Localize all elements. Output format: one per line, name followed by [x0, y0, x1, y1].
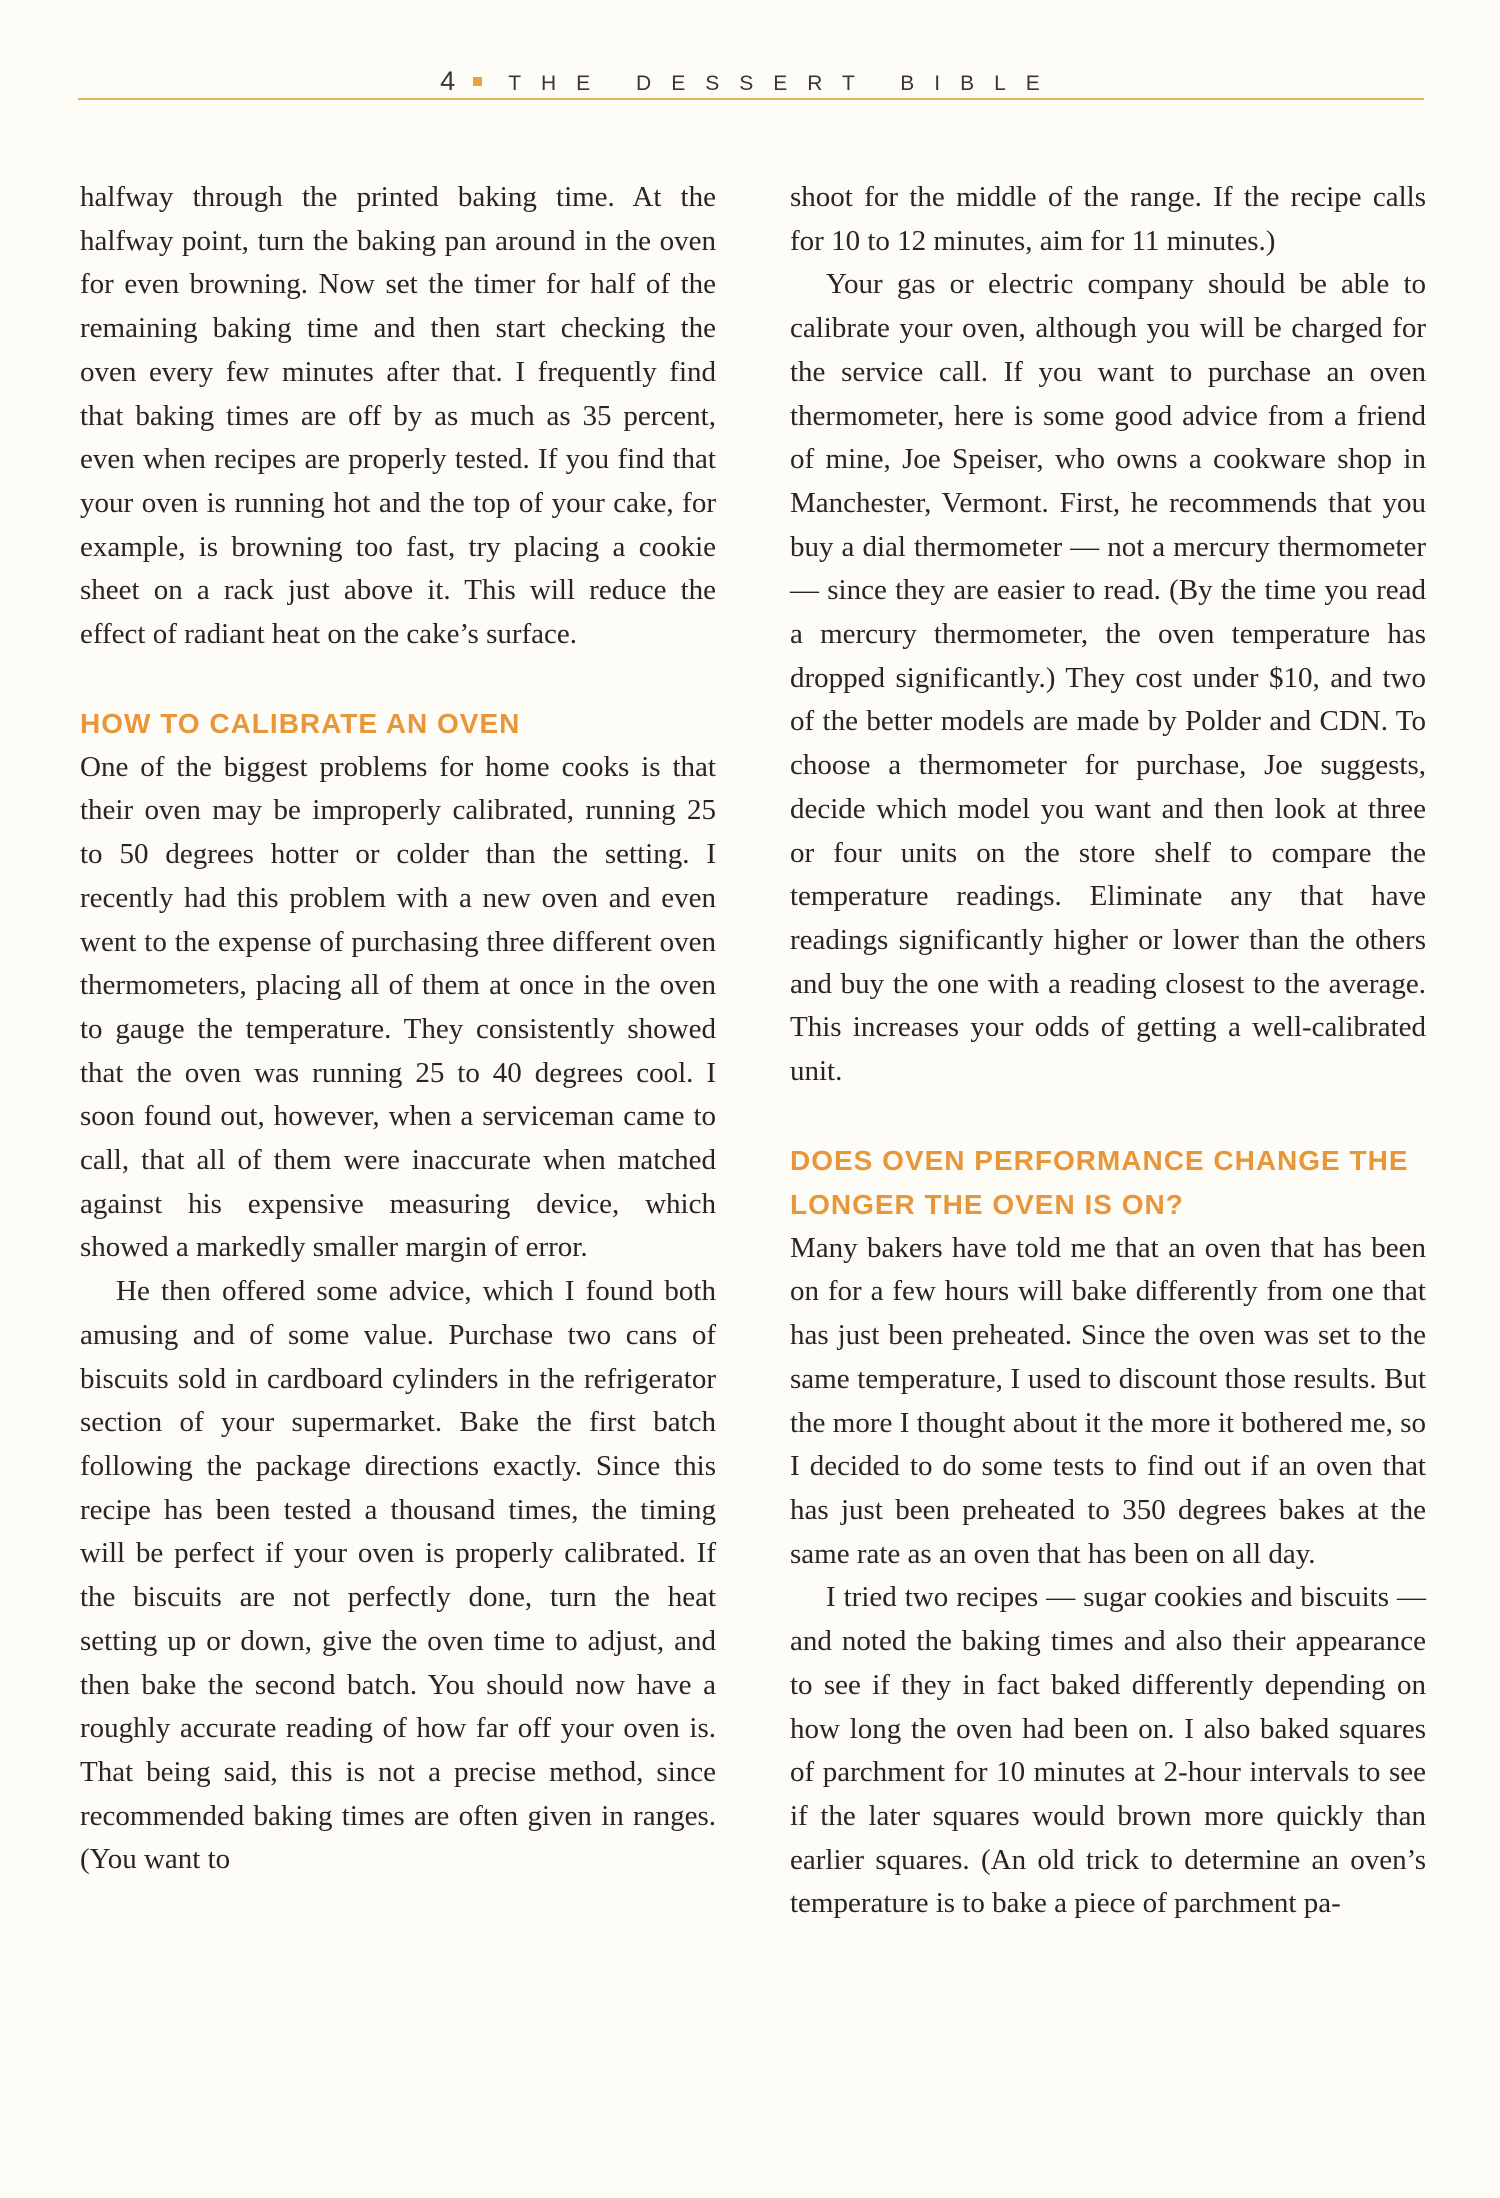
left-column — [80, 176, 716, 1882]
running-head — [0, 66, 1500, 97]
body-paragraph: He then offered some advice, which I found both amusing and of some value. Purchase two cans of biscuits sold in cardboard cylinders in the refrigerator section of your supermarket. Bake the first batch following the package directions exactly. Since this recipe has been tested a thousand times, the timing will be perfect if your oven is properly calibrated. If the biscuits are not perfectly done, turn the heat setting up or down, give the oven time to adjust, and then bake the second batch. You should now have a roughly accurate reading of how far off your oven is. That being said, this is not a precise method, since recommended baking times are often given in ranges. (You want to — [80, 1275, 716, 1876]
body-paragraph: One of the biggest problems for home cooks is that their oven may be improperly calibrated, running 25 to 50 degrees hotter or colder than the setting. I recently had this problem with a new oven and even went to the expense of purchasing three different oven thermometers, placing all of them at once in the oven to gauge the temperature. They consistently showed that the oven was running 25 to 40 degrees cool. I soon found out, however, when a serviceman came to call, that all of them were inaccurate when matched against his expensive measuring device, which showed a markedly smaller margin of error. — [80, 750, 716, 1264]
body-paragraph: halfway through the printed baking time. At the halfway point, turn the baking pan around in the oven for even browning. Now set the timer for half of the remaining baking time and then start checking the oven every few minutes after that. I frequently find that baking times are off by as much as 35 percent, even when recipes are properly tested. If you find that your oven is running hot and the top of your cake, for example, is browning too fast, try placing a cookie sheet on a rack just above it. This will reduce the effect of radiant heat on the cake’s surface. — [80, 181, 716, 651]
body-paragraph: shoot for the middle of the range. If the recipe calls for 10 to 12 minutes, aim for 11 minutes.) — [790, 181, 1426, 257]
body-paragraph: I tried two recipes — sugar cookies and biscuits — and noted the baking times and also their appearance to see if they in fact baked differently depending on how long the oven had been on. I also baked squares of parchment for 10 minutes at 2-hour intervals to see if the later squares would brown more quickly than earlier squares. (An old trick to determine an oven’s temperature is to bake a piece of parchment pa- — [790, 1581, 1426, 1920]
header-rule — [78, 98, 1424, 100]
section-heading: DOES OVEN PERFORMANCE CHANGE THE LONGER THE OVEN IS ON? — [790, 1144, 1409, 1220]
right-column — [790, 176, 1426, 1926]
body-paragraph: Many bakers have told me that an oven that has been on for a few hours will bake differently from one that has just been preheated. Since the oven was set to the same temperature, I used to discount those results. But the more I thought about it the more it bothered me, so I decided to do some tests to find out if an oven that has just been preheated to 350 degrees bakes at the same rate as an oven that has been on all day. — [790, 1231, 1426, 1570]
page-number: 4 — [440, 66, 456, 96]
section-heading: HOW TO CALIBRATE AN OVEN — [80, 707, 521, 739]
book-title: THE DESSERT BIBLE — [508, 72, 1060, 95]
square-bullet-icon — [473, 77, 482, 86]
body-paragraph: Your gas or electric company should be able to calibrate your oven, although you will be charged for the service call. If you want to purchase an oven thermometer, here is some good advice from a friend of mine, Joe Speiser, who owns a cookware shop in Manchester, Vermont. First, he recommends that you buy a dial thermometer — not a mercury thermometer — since they are easier to read. (By the time you read a mercury thermometer, the oven temperature has dropped significantly.) They cost under $10, and two of the better models are made by Polder and CDN. To choose a thermometer for purchase, Joe suggests, decide which model you want and then look at three or four units on the store shelf to compare the temperature readings. Eliminate any that have readings significantly higher or lower than the others and buy the one with a reading closest to the average. This increases your odds of getting a well-calibrated unit. — [790, 268, 1426, 1088]
